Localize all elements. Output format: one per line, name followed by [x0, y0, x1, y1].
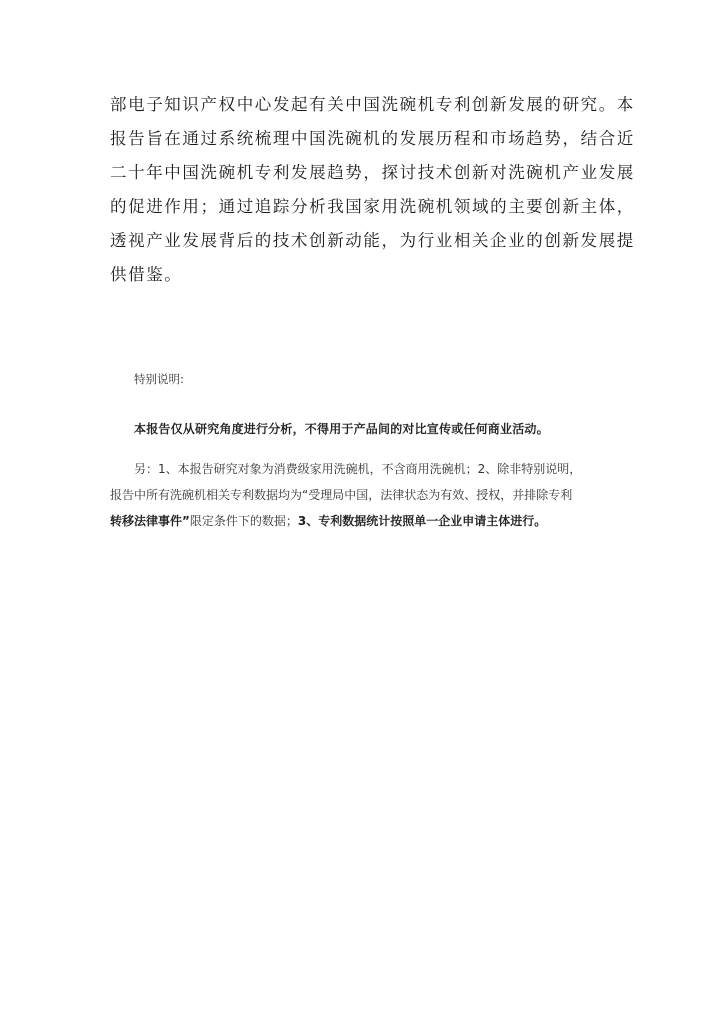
paragraph-line: 透视产业发展背后的技术创新动能，为行业相关企业的创新发展提 — [110, 231, 635, 250]
paragraph-line: 的促进作用；通过追踪分析我国家用洗碗机领域的主要创新主体， — [110, 197, 635, 216]
footnote-line-3 — [110, 508, 620, 534]
report-intro-paragraph — [110, 88, 635, 292]
footnote-line-2: 报告中所有洗碗机相关专利数据均为“受理局中国，法律状态为有效、授权，并排除专利 — [110, 488, 573, 502]
footnote-line-1: 另：1、本报告研究对象为消费级家用洗碗机，不含商用洗碗机；2、除非特别说明， — [134, 462, 582, 476]
special-note-title: 特别说明: — [134, 372, 184, 386]
footnote-bold-end: 3、专利数据统计按照单一企业申请主体进行。 — [297, 514, 547, 528]
footnote-bold-start: 转移法律事件” — [110, 514, 190, 528]
paragraph-line: 报告旨在通过系统梳理中国洗碗机的发展历程和市场趋势，结合近 — [110, 129, 635, 148]
paragraph-line: 二十年中国洗碗机专利发展趋势，探讨技术创新对洗碗机产业发展 — [110, 163, 635, 182]
paragraph-line: 供借鉴。 — [110, 265, 183, 284]
footnote — [110, 456, 620, 534]
footnote-normal-text: 限定条件下的数据； — [189, 514, 298, 528]
disclaimer-text: 本报告仅从研究角度进行分析，不得用于产品间的对比宣传或任何商业活动。 — [134, 422, 549, 436]
paragraph-line: 部电子知识产权中心发起有关中国洗碗机专利创新发展的研究。本 — [110, 95, 635, 114]
